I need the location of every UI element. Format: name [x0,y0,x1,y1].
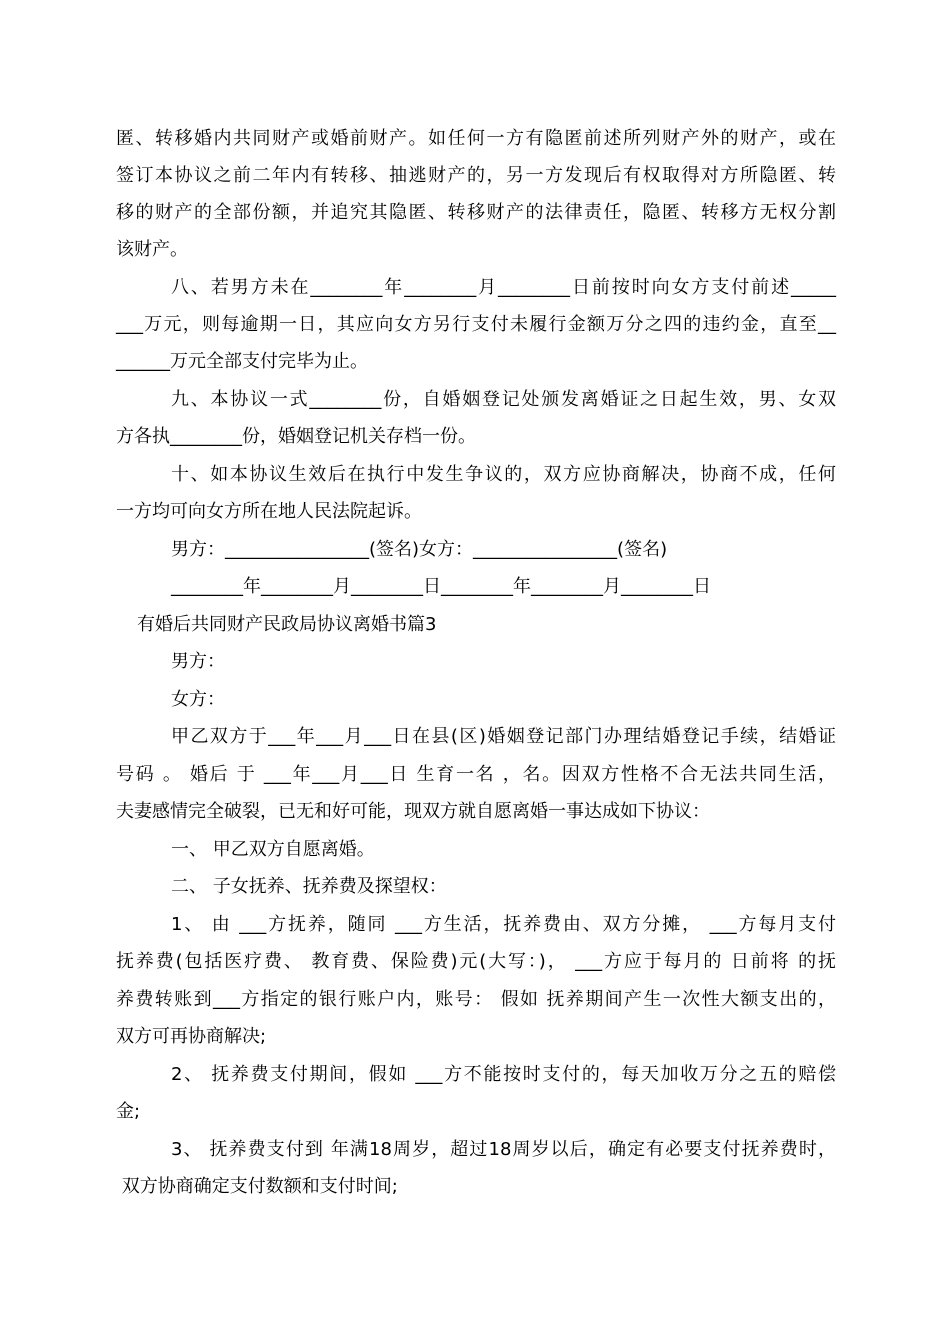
date-line: ________年________月________日________年________月________日 [171,576,711,597]
clause-10-line: 一方均可向女方所在地人民法院起诉。 [116,501,422,522]
sub-clause-2-line: 金; [116,1101,141,1122]
clause-9-line: 九、本协议一式________份，自婚姻登记处颁发离婚证之日起生效，男、女双 [171,389,836,410]
sub-clause-1-line: 双方可再协商解决; [116,1026,267,1047]
party-male-line: 男方： [171,651,225,672]
intro-line: 夫妻感情完全破裂，已无和好可能，现双方就自愿离婚一事达成如下协议： [116,801,710,822]
paragraph-line: 移的财产的全部份额，并追究其隐匿、转移财产的法律责任，隐匿、转移方无权分割 [116,202,836,223]
signature-line: 男方：________________(签名)女方：________________(签名) [171,539,668,560]
sub-clause-1-line: 1、 由 ___方抚养，随同 ___方生活，抚养费由、双方分摊， ___方每月支付 [171,914,836,935]
clause-8-line: 八、若男方未在________年________月________日前按时向女方支付前述_____ [171,277,836,298]
section-title: 有婚后共同财产民政局协议离婚书篇3 [137,614,437,635]
clause-1-line: 一、 甲乙双方自愿离婚。 [171,839,375,860]
sub-clause-1-line: 抚养费(包括医疗费、 教育费、保险费)元(大写：)， ___方应于每月的 日前将 的抚 [116,951,836,972]
clause-8-line: ______万元全部支付完毕为止。 [116,351,368,372]
clause-9-line: 方各执________份，婚姻登记机关存档一份。 [116,426,476,447]
sub-clause-3-line: 3、 抚养费支付到 年满18周岁，超过18周岁以后，确定有必要支付抚养费时， [171,1139,836,1160]
party-female-line: 女方： [171,689,225,710]
intro-line: 号码 。 婚后 于 ___年___月___日 生育一名 ，名。因双方性格不合无法共同生活， [116,764,836,785]
sub-clause-2-line: 2、 抚养费支付期间，假如 ___方不能按时支付的，每天加收万分之五的赔偿 [171,1064,836,1085]
paragraph-line: 匿、转移婚内共同财产或婚前财产。如任何一方有隐匿前述所列财产外的财产，或在 [116,128,836,149]
paragraph-line: 签订本协议之前二年内有转移、抽逃财产的，另一方发现后有权取得对方所隐匿、转 [116,165,836,186]
clause-2-line: 二、 子女抚养、抚养费及探望权： [171,876,447,897]
clause-8-line: ___万元，则每逾期一日，其应向女方另行支付未履行金额万分之四的违约金，直至__ [116,314,836,335]
clause-10-line: 十、如本协议生效后在执行中发生争议的，双方应协商解决，协商不成，任何 [171,464,836,485]
intro-line: 甲乙双方于___年___月___日在县(区)婚姻登记部门办理结婚登记手续，结婚证 [171,726,836,747]
sub-clause-1-line: 养费转账到___方指定的银行账户内，账号： 假如 抚养期间产生一次性大额支出的， [116,989,836,1010]
paragraph-line: 该财产。 [116,239,188,260]
sub-clause-3-line: 双方协商确定支付数额和支付时间; [116,1176,398,1197]
